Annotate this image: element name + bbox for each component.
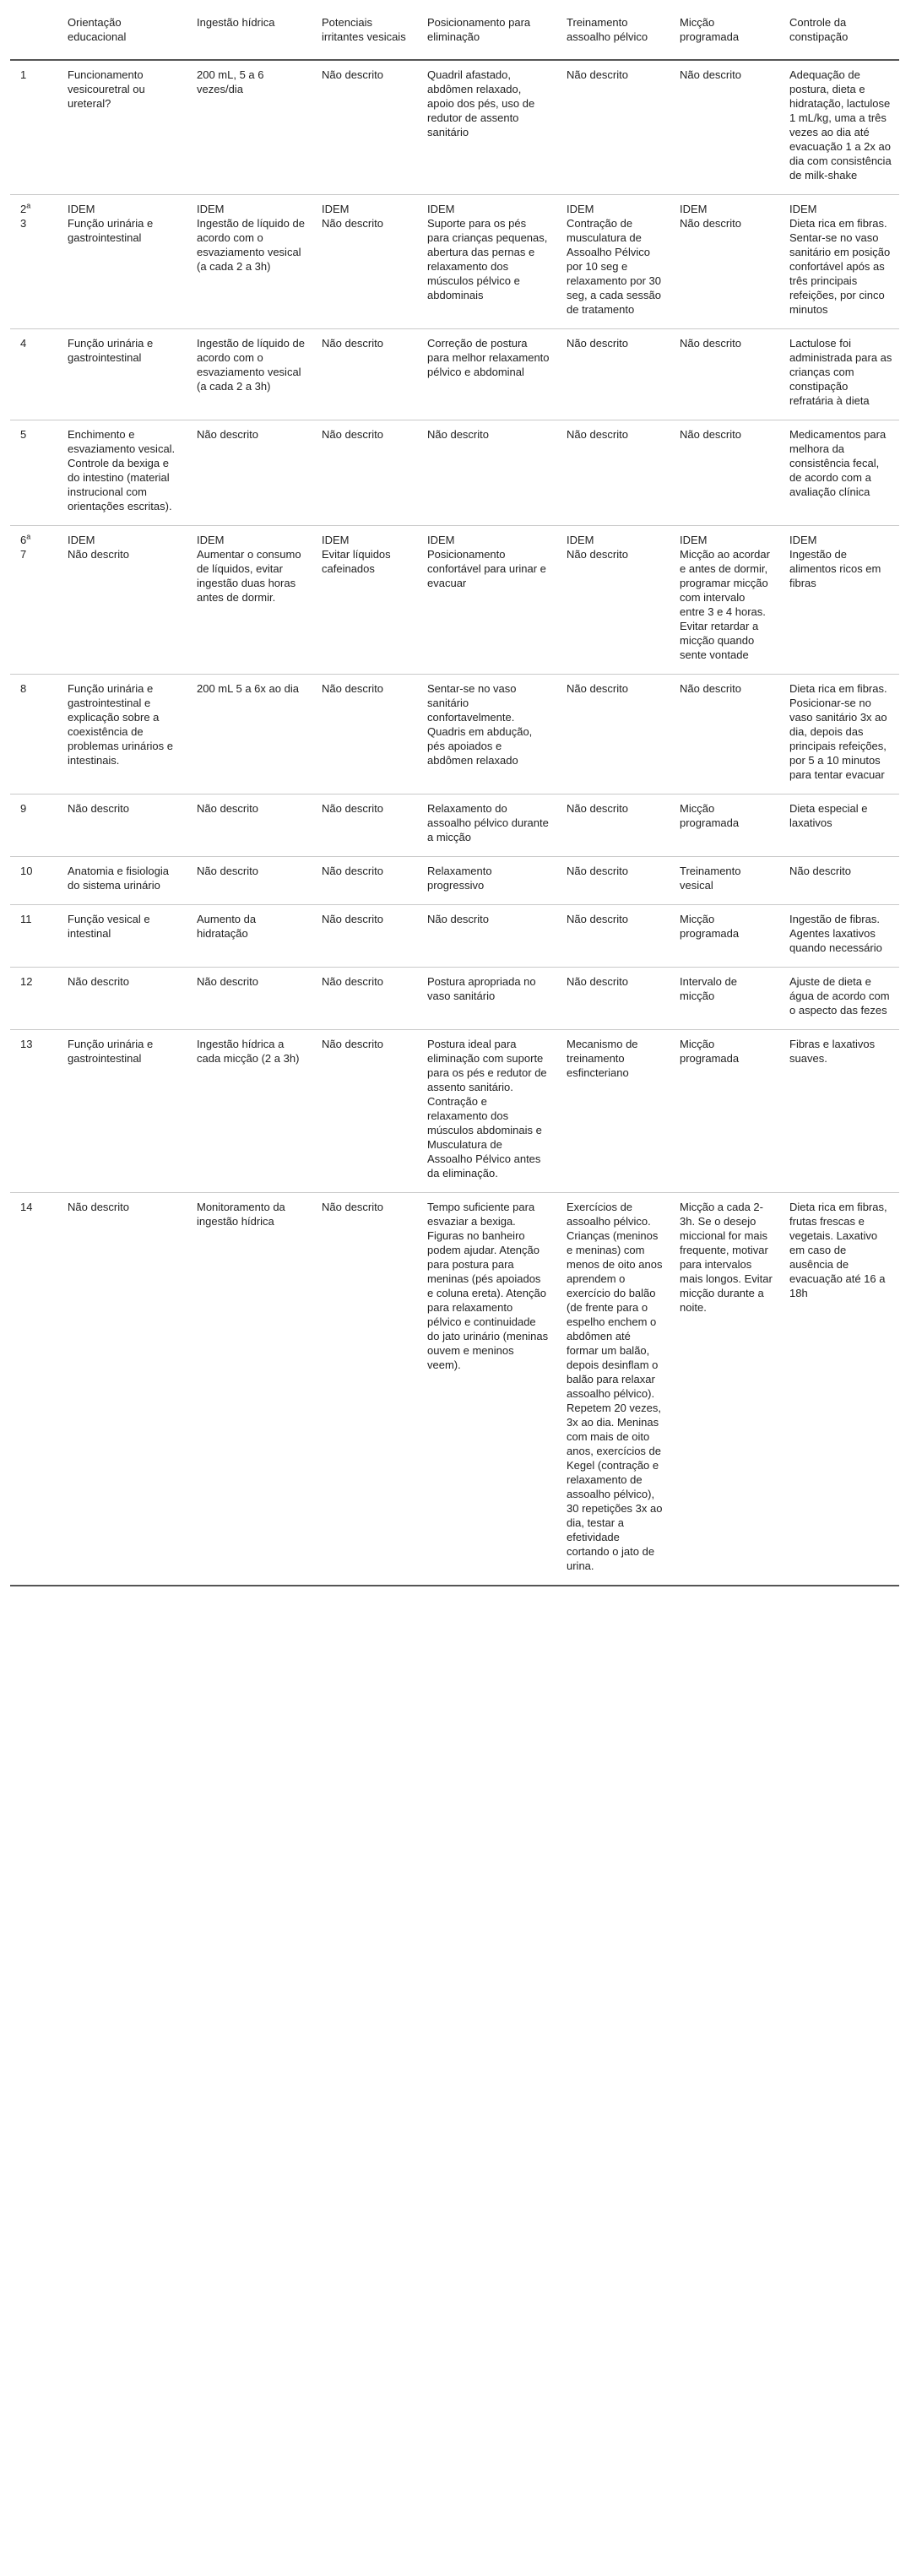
cell-text-secondary: Micção ao acordar e antes de dormir, programar micção com intervalo entre 3 e 4 horas. Evitar retardar a micção quando sente vontade [680,548,770,661]
table-cell [57,1193,187,1586]
table-cell [57,1030,187,1193]
cell-text: Micção a cada 2-3h. Se o desejo miccional for mais frequente, motivar para intervalos mais longos. Evitar micção durante a noite. [680,1201,773,1314]
table-row [10,905,899,968]
table-cell [417,420,556,526]
table-row [10,1030,899,1193]
table-cell [57,675,187,794]
table-cell [312,857,417,905]
cell-text: Função vesical e intestinal [68,913,150,940]
cell-text: Não descrito [68,802,129,815]
cell-text: 200 mL, 5 a 6 vezes/dia [197,68,264,95]
column-header: Ingestão hídrica [187,0,312,60]
cell-text: Não descrito [322,1038,383,1050]
table-cell [187,857,312,905]
cell-text: Dieta rica em fibras, frutas frescas e vegetais. Laxativo em caso de ausência de evacuação até 16 a 18h [789,1201,887,1299]
cell-text: Não descrito [680,337,741,350]
table-cell [670,1030,779,1193]
table-row [10,526,899,675]
table-cell [187,905,312,968]
column-header: Treinamento assoalho pélvico [556,0,670,60]
cell-text: Micção programada [680,802,740,829]
cell-text-secondary: Não descrito [322,217,383,230]
table-cell [312,794,417,857]
table-cell [670,195,779,329]
cell-text: Função urinária e gastrointestinal [68,337,154,364]
table-cell [417,968,556,1030]
cell-text: Aumento da hidratação [197,913,257,940]
table-cell [779,526,899,675]
table-cell [556,1193,670,1586]
cell-text: Não descrito [427,428,489,441]
table-cell [187,675,312,794]
study-number-cell [10,60,57,195]
cell-text: IDEM [322,203,350,215]
table-cell [670,905,779,968]
study-number: 14 [20,1201,33,1213]
cell-text: Sentar-se no vaso sanitário confortavelmente. Quadris em abdução, pés apoiados e abdômen relaxado [427,682,533,767]
table-cell [417,60,556,195]
cell-text: Correção de postura para melhor relaxamento pélvico e abdominal [427,337,550,378]
table-cell [57,857,187,905]
cell-text: Fibras e laxativos suaves. [789,1038,876,1065]
cell-text: Não descrito [322,802,383,815]
cell-text: IDEM [68,534,95,546]
cell-text: IDEM [322,534,350,546]
cell-text: Micção programada [680,1038,740,1065]
cell-text: Ajuste de dieta e água de acordo com o aspecto das fezes [789,975,890,1017]
table-cell [312,675,417,794]
table-cell [556,329,670,420]
cell-text: Não descrito [322,428,383,441]
cell-text: Dieta rica em fibras. Posicionar-se no vaso sanitário 3x ao dia, depois das principais refeições, por 5 a 10 minutos para tentar evacuar [789,682,887,781]
cell-text: Não descrito [427,913,489,925]
cell-text: IDEM [789,203,817,215]
table-cell [670,1193,779,1586]
cell-text: Não descrito [567,913,628,925]
cell-text: Não descrito [322,865,383,877]
table-cell [187,195,312,329]
table-cell [57,60,187,195]
table-row [10,1193,899,1586]
cell-text: Não descrito [789,865,851,877]
study-number: 12 [20,975,33,988]
cell-text-secondary: Não descrito [567,548,628,561]
study-number-cell [10,420,57,526]
cell-text: Não descrito [322,682,383,695]
table-cell [556,794,670,857]
cell-text: Não descrito [680,682,741,695]
table-cell [57,794,187,857]
table-cell [556,526,670,675]
table-cell [312,1030,417,1193]
table-cell [670,420,779,526]
cell-text-secondary: Ingestão de líquido de acordo com o esvaziamento vesical (a cada 2 a 3h) [197,217,305,273]
table-cell [670,526,779,675]
table-cell [779,329,899,420]
column-header: Controle da constipação [779,0,899,60]
cell-text: Medicamentos para melhora da consistência fecal, de acordo com a avaliação clínica [789,428,887,498]
table-row [10,675,899,794]
cell-text: Não descrito [68,975,129,988]
cell-text: Não descrito [197,428,258,441]
table-cell [417,794,556,857]
cell-text: IDEM [680,203,708,215]
table-cell [779,794,899,857]
cell-text: Não descrito [567,975,628,988]
cell-text: IDEM [427,203,455,215]
table-cell [670,60,779,195]
cell-text: IDEM [427,534,455,546]
cell-text-secondary: Contração de musculatura de Assoalho Pélvico por 10 seg e relaxamento por 30 seg, a cada sessão de tratamento [567,217,662,316]
cell-text: Relaxamento progressivo [427,865,492,892]
cell-text: Ingestão hídrica a cada micção (2 a 3h) [197,1038,300,1065]
study-number: 8 [20,682,27,695]
table-cell [670,968,779,1030]
study-number: 2 [20,203,27,215]
table-cell [779,60,899,195]
cell-text-secondary: Dieta rica em fibras. Sentar-se no vaso sanitário em posição confortável após as três principais refeições, por cinco minutos [789,217,891,316]
cell-text: Postura apropriada no vaso sanitário [427,975,536,1002]
table-cell [312,195,417,329]
study-number-cell [10,1193,57,1586]
cell-text-secondary: Função urinária e gastrointestinal [68,217,154,244]
cell-text: Não descrito [567,682,628,695]
cell-text: Relaxamento do assoalho pélvico durante a micção [427,802,549,843]
cell-text: Não descrito [567,337,628,350]
cell-text: Intervalo de micção [680,975,737,1002]
table-cell [779,905,899,968]
table-row [10,420,899,526]
table-cell [312,968,417,1030]
table-cell [312,60,417,195]
study-number: 1 [20,68,27,81]
cell-text-secondary: Ingestão de alimentos ricos em fibras [789,548,881,589]
study-number-cell [10,857,57,905]
column-header [10,0,57,60]
cell-text-secondary: Evitar líquidos cafeinados [322,548,391,575]
study-number-cell [10,675,57,794]
cell-text: Ingestão de fibras. Agentes laxativos quando necessário [789,913,882,954]
table-cell [187,60,312,195]
table-cell [779,675,899,794]
cell-text: Anatomia e fisiologia do sistema urinário [68,865,169,892]
table-cell [187,526,312,675]
table-cell [57,420,187,526]
cell-text: Não descrito [322,975,383,988]
study-number-cell [10,905,57,968]
cell-text: Funcionamento vesicouretral ou ureteral? [68,68,145,110]
study-number-cell [10,329,57,420]
table-row [10,857,899,905]
study-number-footnote: a [26,532,31,541]
study-number-cell [10,794,57,857]
cell-text-secondary: Aumentar o consumo de líquidos, evitar ingestão duas horas antes de dormir. [197,548,301,604]
table-row [10,60,899,195]
table-cell [417,857,556,905]
table-cell [312,1193,417,1586]
study-number: 5 [20,428,27,441]
cell-text: Treinamento vesical [680,865,741,892]
study-number-cell [10,1030,57,1193]
table-cell [556,1030,670,1193]
table-cell [187,794,312,857]
table-cell [57,905,187,968]
column-header: Posicionamento para eliminação [417,0,556,60]
cell-text: Não descrito [567,68,628,81]
cell-text: Não descrito [322,1201,383,1213]
table-row [10,968,899,1030]
cell-text: Não descrito [567,802,628,815]
table-cell [417,195,556,329]
cell-text: IDEM [680,534,708,546]
cell-text: Função urinária e gastrointestinal e explicação sobre a coexistência de problemas urinários e intestinais. [68,682,174,767]
cell-text-secondary: Suporte para os pés para crianças pequenas, abertura das pernas e relaxamento dos músculos pélvico e abdominais [427,217,548,301]
study-number: 4 [20,337,27,350]
table-cell [57,195,187,329]
table-cell [779,968,899,1030]
table-cell [57,526,187,675]
cell-text: IDEM [567,534,594,546]
table-cell [187,329,312,420]
cell-text-secondary: Posicionamento confortável para urinar e evacuar [427,548,546,589]
cell-text: Mecanismo de treinamento esfincteriano [567,1038,638,1079]
study-number-footnote: a [26,201,31,210]
table-cell [779,857,899,905]
study-number-cell [10,526,57,675]
table-cell [417,526,556,675]
cell-text: Tempo suficiente para esvaziar a bexiga. Figuras no banheiro podem ajudar. Atenção para postura para meninas (pés apoiados e coluna ereta). Atenção para relaxamento pélvico e continuidade do jato urinário (meninas ouvem e meninos veem). [427,1201,549,1371]
cell-text-secondary: Não descrito [68,548,129,561]
table-cell [312,329,417,420]
cell-text: 200 mL 5 a 6x ao dia [197,682,299,695]
cell-text: IDEM [567,203,594,215]
table-cell [187,1193,312,1586]
table-cell [779,195,899,329]
table-row [10,794,899,857]
table-cell [779,420,899,526]
cell-text: Exercícios de assoalho pélvico. Crianças (meninos e meninas) com menos de oito anos aprendem o exercício do balão (de frente para o espelho enchem o abdômen até formar um balão, depois desinflam o balão para relaxar assoalho pélvico). Repetem 20 vezes, 3x ao dia. Meninas com mais de oito anos, exercícios de Kegel (contração e relaxamento de assoalho pélvico), 30 repetições 3x ao dia, testar a efetividade cortando o jato de urina. [567,1201,663,1572]
table-cell [556,905,670,968]
cell-text: Micção programada [680,913,740,940]
cell-text: Não descrito [567,428,628,441]
cell-text: Enchimento e esvaziamento vesical. Controle da bexiga e do intestino (material instrucional com orientações escritas). [68,428,176,512]
column-header: Micção programada [670,0,779,60]
table-cell [670,329,779,420]
cell-text: IDEM [68,203,95,215]
table-cell [187,968,312,1030]
cell-text: Não descrito [322,913,383,925]
study-number: 13 [20,1038,33,1050]
cell-text: Não descrito [197,975,258,988]
cell-text: Função urinária e gastrointestinal [68,1038,154,1065]
cell-text: Postura ideal para eliminação com suporte para os pés e redutor de assento sanitário. Contração e relaxamento dos músculos abdominais e Musculatura de Assoalho Pélvico antes da eliminação. [427,1038,547,1180]
table-cell [556,60,670,195]
cell-text: Quadril afastado, abdômen relaxado, apoio dos pés, uso de redutor de assento sanitário [427,68,535,138]
table-cell [779,1030,899,1193]
cell-text: Não descrito [68,1201,129,1213]
cell-text: Adequação de postura, dieta e hidratação, lactulose 1 mL/kg, uma a três vezes ao dia até evacuação 1 a 2x ao dia com consistência de milk-shake [789,68,892,182]
cell-text: IDEM [197,534,225,546]
table-cell [779,1193,899,1586]
table-cell [417,1030,556,1193]
cell-text-secondary: Não descrito [680,217,741,230]
table-cell [556,675,670,794]
cell-text: IDEM [197,203,225,215]
study-number-cell [10,968,57,1030]
interventions-table [10,0,899,1586]
table-cell [187,420,312,526]
study-number: 6 [20,534,27,546]
table-cell [670,857,779,905]
column-header: Potenciais irritantes vesicais [312,0,417,60]
table-cell [57,329,187,420]
table-cell [417,1193,556,1586]
table-cell [670,794,779,857]
table-cell [670,675,779,794]
study-number: 9 [20,802,27,815]
study-number-secondary: 3 [20,217,27,230]
cell-text: Monitoramento da ingestão hídrica [197,1201,285,1228]
table-cell [556,420,670,526]
table-header-row [10,0,899,60]
cell-text: Não descrito [197,865,258,877]
study-number-secondary: 7 [20,548,27,561]
cell-text: Não descrito [567,865,628,877]
table-cell [187,1030,312,1193]
cell-text: Dieta especial e laxativos [789,802,868,829]
study-number-cell [10,195,57,329]
table-cell [417,905,556,968]
table-cell [312,526,417,675]
cell-text: IDEM [789,534,817,546]
cell-text: Não descrito [680,428,741,441]
table-cell [556,195,670,329]
table-cell [417,329,556,420]
column-header: Orientação educacional [57,0,187,60]
table-cell [556,968,670,1030]
cell-text: Não descrito [322,68,383,81]
table-cell [312,420,417,526]
table-cell [417,675,556,794]
study-number: 11 [20,913,32,925]
table-cell [556,857,670,905]
table-row [10,195,899,329]
cell-text: Lactulose foi administrada para as crianças com constipação refratária à dieta [789,337,892,407]
cell-text: Não descrito [680,68,741,81]
table-row [10,329,899,420]
study-number: 10 [20,865,33,877]
cell-text: Ingestão de líquido de acordo com o esvaziamento vesical (a cada 2 a 3h) [197,337,305,393]
table-cell [57,968,187,1030]
cell-text: Não descrito [197,802,258,815]
cell-text: Não descrito [322,337,383,350]
table-cell [312,905,417,968]
